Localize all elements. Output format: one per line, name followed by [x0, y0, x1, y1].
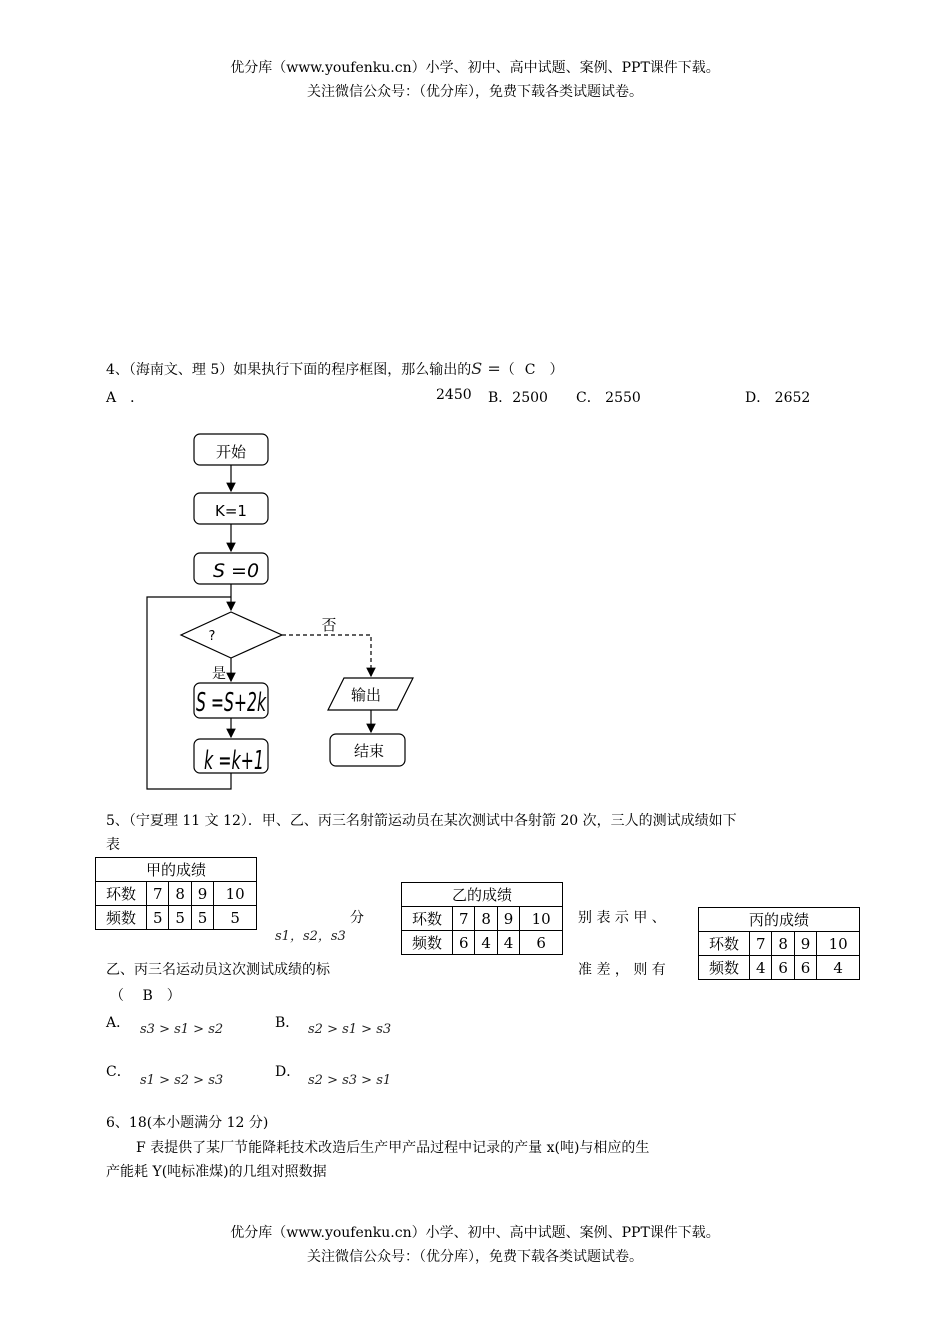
table-bing-ring: 8	[772, 932, 794, 956]
q4-paren-close: ）	[549, 362, 564, 378]
table-jia-ring: 10	[214, 882, 257, 906]
header-line-1: 优分库（www.youfenku.cn）小学、初中、高中试题、案例、PPT课件下载。	[230, 60, 720, 76]
q5-answer: （ B ）	[110, 988, 181, 1004]
q5-stem-line2: 表	[106, 837, 120, 853]
flow-yes-label: 是	[212, 666, 226, 682]
q6-line2: F 表提供了某厂节能降耗技术改造后生产甲产品过程中记录的产量 x(吨)与相应的生	[136, 1140, 650, 1156]
flow-start-label: 开始	[215, 443, 247, 461]
table-bing-freq: 4	[750, 956, 772, 980]
flow-k-update-label: k =k+1	[204, 746, 264, 776]
q5-option-d-expr: s2 > s3 > s1	[308, 1073, 392, 1088]
q4-option-b: B．2500	[488, 390, 548, 406]
flow-no-label: 否	[321, 616, 337, 634]
q4-stem-text: 4、（海南文、理 5）如果执行下面的程序框图，那么输出的	[106, 362, 472, 378]
q5-option-d-label: D．	[275, 1064, 301, 1080]
flow-k-init-label: K=1	[215, 502, 247, 520]
table-yi-ring: 7	[453, 907, 475, 931]
table-jia-freq: 5	[147, 906, 169, 930]
q4-option-d: D． 2652	[745, 390, 811, 406]
table-bing-title: 丙的成绩	[699, 908, 860, 932]
table-jia-ring-label: 环数	[96, 882, 147, 906]
q4-option-a-label: A ．	[106, 390, 145, 406]
q5-option-c-label: C．	[106, 1064, 131, 1080]
score-table-bing	[698, 907, 860, 980]
table-bing-freq: 6	[794, 956, 816, 980]
q4-answer: C	[524, 362, 536, 378]
q5-option-c-expr: s1 > s2 > s3	[140, 1073, 224, 1088]
q5-option-a-expr: s3 > s1 > s2	[140, 1022, 224, 1037]
header-line-2: 关注微信公众号：（优分库），免费下载各类试题试卷。	[307, 84, 643, 100]
flow-condition-diamond	[181, 612, 282, 658]
table-yi-ring: 8	[475, 907, 497, 931]
table-jia-freq-label: 频数	[96, 906, 147, 930]
score-table-jia	[95, 857, 257, 930]
q6-line3: 产能耗 Y(吨标准煤)的几组对照数据	[106, 1164, 327, 1180]
flow-s-update-label: S =S+2k	[196, 688, 267, 718]
q5-s-variables: s1，s2，s3	[275, 929, 346, 944]
q5-option-b-expr: s2 > s1 > s3	[308, 1022, 392, 1037]
q5-frag-zhun: 准 差 ， 则 有	[578, 962, 666, 978]
table-jia-ring: 8	[169, 882, 191, 906]
table-yi-ring: 9	[497, 907, 519, 931]
table-yi-freq: 4	[475, 931, 497, 955]
flow-cond-label: ?	[208, 629, 216, 644]
table-jia-freq: 5	[214, 906, 257, 930]
table-bing-freq: 4	[817, 956, 860, 980]
footer-line-1: 优分库（www.youfenku.cn）小学、初中、高中试题、案例、PPT课件下载。	[230, 1225, 720, 1241]
table-yi-title: 乙的成绩	[402, 883, 563, 907]
footer-line-2: 关注微信公众号：（优分库），免费下载各类试题试卷。	[307, 1249, 643, 1265]
q4-s-equals: S =	[471, 359, 501, 378]
q5-frag-bie: 别 表 示 甲 、	[578, 910, 666, 926]
table-yi-ring: 10	[520, 907, 563, 931]
table-jia-freq: 5	[191, 906, 213, 930]
flow-arrow-no	[282, 635, 371, 676]
table-bing-ring: 9	[794, 932, 816, 956]
table-bing-ring: 10	[817, 932, 860, 956]
table-yi-freq: 4	[497, 931, 519, 955]
flow-s-init-label: S =0	[212, 560, 260, 582]
table-jia-ring: 7	[147, 882, 169, 906]
q5-option-a-label: A．	[106, 1015, 131, 1031]
flow-output-label: 输出	[350, 686, 382, 704]
table-bing-ring: 7	[750, 932, 772, 956]
score-table-yi	[401, 882, 563, 955]
table-yi-freq-label: 频数	[402, 931, 453, 955]
table-jia-title: 甲的成绩	[96, 858, 257, 882]
q5-option-b-label: B．	[275, 1015, 300, 1031]
q4-option-c: C． 2550	[576, 390, 641, 406]
table-jia-freq: 5	[169, 906, 191, 930]
table-yi-freq: 6	[453, 931, 475, 955]
q4-option-a-value: 2450	[436, 387, 472, 403]
q6-line1: 6、18(本小题满分 12 分)	[106, 1115, 269, 1131]
table-bing-freq-label: 频数	[699, 956, 750, 980]
table-jia-ring: 9	[191, 882, 213, 906]
table-bing-ring-label: 环数	[699, 932, 750, 956]
table-bing-freq: 6	[772, 956, 794, 980]
q5-stem-line1: 5、（宁夏理 11 文 12）．甲、乙、丙三名射箭运动员在某次测试中各射箭 20 次，三人的测试成绩如下	[106, 813, 737, 829]
flow-end-label: 结束	[353, 742, 385, 760]
table-yi-ring-label: 环数	[402, 907, 453, 931]
q5-frag-yi: 乙、丙三名运动员这次测试成绩的标	[106, 962, 330, 978]
q4-paren-open: （	[500, 362, 515, 378]
table-yi-freq: 6	[520, 931, 563, 955]
q5-frag-fen: 分	[350, 910, 364, 926]
